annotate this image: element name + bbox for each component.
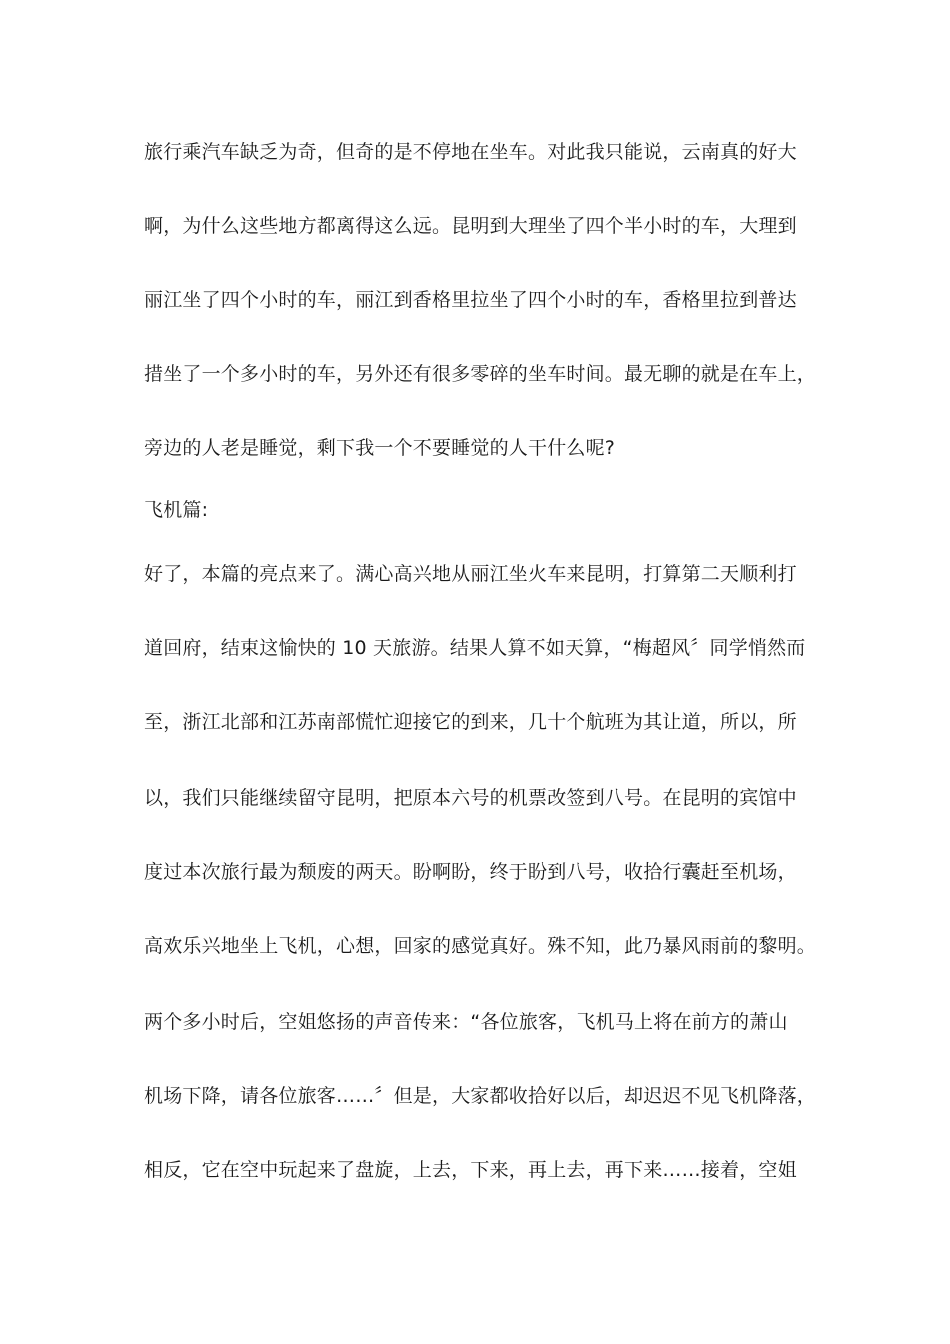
- text-line: 以，我们只能继续留守昆明，把原本六号的机票改签到八号。在昆明的宾馆中: [144, 787, 797, 809]
- text-line: 啊，为什么这些地方都离得这么远。昆明到大理坐了四个半小时的车，大理到: [144, 215, 797, 237]
- text-line: 机场下降，请各位旅客……〞但是，大家都收拾好以后，却迟迟不见飞机降落，: [144, 1085, 817, 1107]
- text-line: 相反，它在空中玩起来了盘旋，上去，下来，再上去，再下来……接着，空姐: [144, 1159, 797, 1181]
- text-line: 好了，本篇的亮点来了。满心高兴地从丽江坐火车来昆明，打算第二天顺利打: [144, 563, 797, 585]
- section-heading: 飞机篇:: [144, 499, 209, 521]
- text-line: 至，浙江北部和江苏南部慌忙迎接它的到来，几十个航班为其让道，所以，所: [144, 711, 797, 733]
- text-line: 高欢乐兴地坐上飞机，心想，回家的感觉真好。殊不知，此乃暴风雨前的黎明。: [144, 935, 817, 957]
- text-line: 道回府，结束这愉快的 10 天旅游。结果人算不如天算，“梅超风〞同学悄然而: [144, 637, 806, 659]
- text-line: 措坐了一个多小时的车，另外还有很多零碎的坐车时间。最无聊的就是在车上，: [144, 363, 817, 385]
- text-line: 旅行乘汽车缺乏为奇，但奇的是不停地在坐车。对此我只能说，云南真的好大: [144, 141, 797, 163]
- text-line: 两个多小时后，空姐悠扬的声音传来：“各位旅客，飞机马上将在前方的萧山: [144, 1011, 788, 1033]
- text-line: 度过本次旅行最为颓废的两天。盼啊盼，终于盼到八号，收拾行囊赶至机场，: [144, 861, 797, 883]
- text-line: 旁边的人老是睡觉，剩下我一个不要睡觉的人干什么呢?: [144, 437, 616, 459]
- text-line: 丽江坐了四个小时的车，丽江到香格里拉坐了四个小时的车，香格里拉到普达: [144, 289, 797, 311]
